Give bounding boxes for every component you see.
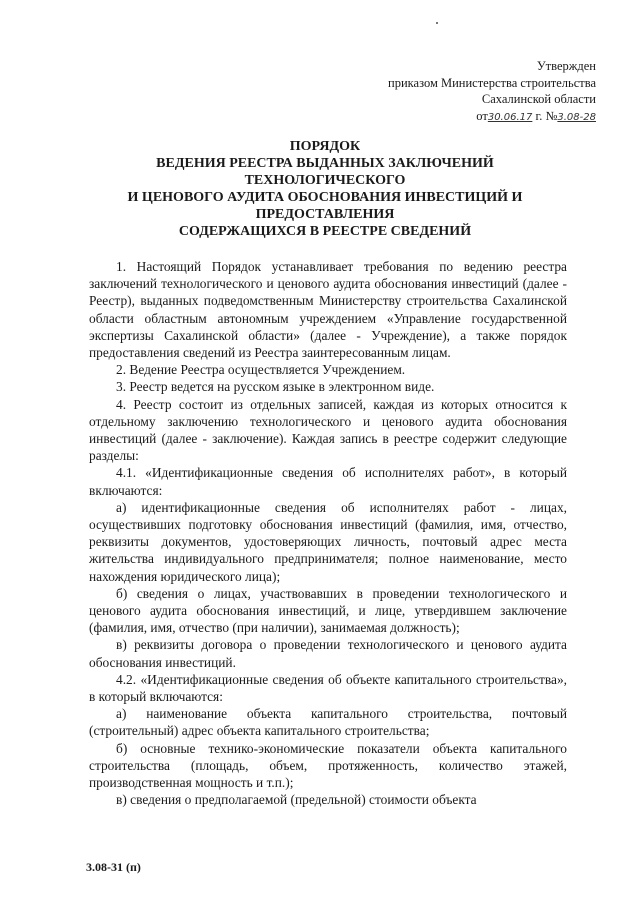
approval-from: от xyxy=(476,108,488,123)
paragraph-2: 2. Ведение Реестра осуществляется Учреждением. xyxy=(116,362,406,378)
paragraph-4-1-b: б) сведения о лицах, участвовавших в проведении технологического и ценового аудита обоснования инвестиций, и лице, утвердившем заключение (фамилия, имя, отчество (при наличии), занимаемая должность); xyxy=(89,585,567,636)
paragraph-4-1: 4.1. «Идентификационные сведения об исполнителях работ», в который включаются: xyxy=(89,465,567,498)
title-line-2: ВЕДЕНИЯ РЕЕСТРА ВЫДАННЫХ ЗАКЛЮЧЕНИЙ xyxy=(156,156,494,171)
document-title xyxy=(80,138,570,240)
paragraph-4: 4. Реестр состоит из отдельных записей, каждая из которых относится к отдельному заключению технологического и ценового аудита обоснования инвестиций (далее - заключение). Каждая запись в реестре содержит следующие разделы: xyxy=(89,396,567,464)
paragraph-4-2-a: а) наименование объекта капитального строительства, почтовый (строительный) адрес объекта капитального строительства; xyxy=(89,706,567,739)
approval-stamp-block xyxy=(388,58,596,126)
approval-line-1: Утвержден xyxy=(536,59,596,73)
paragraph-4-1-v: в) реквизиты договора о проведении технологического и ценового аудита обоснования инвестиций. xyxy=(89,637,567,670)
title-line-3: ТЕХНОЛОГИЧЕСКОГО xyxy=(244,173,406,188)
paragraph-4-2-v: в) сведения о предполагаемой (предельной) стоимости объекта xyxy=(116,792,477,808)
approval-date: 30.06.17 xyxy=(487,111,533,123)
approval-line-2: приказом Министерства строительства xyxy=(388,75,596,90)
title-line-1: ПОРЯДОК xyxy=(289,139,361,154)
title-line-4: И ЦЕНОВОГО АУДИТА ОБОСНОВАНИЯ ИНВЕСТИЦИЙ И xyxy=(127,190,523,205)
paragraph-4-2-b: б) основные технико-экономические показатели объекта капитального строительства (площадь, объем, протяженность, количество этажей, производственная мощность и т.п.); xyxy=(89,740,567,791)
paragraph-4-1-a: а) идентификационные сведения об исполнителях работ - лицах, осуществивших подготовку обоснования инвестиций (фамилия, имя, отчество, реквизиты документов, удостоверяющих личность, почтовый адрес места жительства индивидуального предпринимателя; полное наименование, место нахождения юридического лица); xyxy=(89,499,567,584)
paragraph-4-2: 4.2. «Идентификационные сведения об объекте капитального строительства», в который включаются: xyxy=(89,671,567,705)
paragraph-3: 3. Реестр ведется на русском языке в электронном виде. xyxy=(116,379,435,395)
approval-line-3: Сахалинской области xyxy=(481,92,596,106)
approval-number: 3.08-28 xyxy=(557,111,596,123)
document-body xyxy=(89,258,567,809)
paragraph-1: 1. Настоящий Порядок устанавливает требования по ведению реестра заключений технологического и ценового аудита обоснования инвестиций (далее - Реестр), выданных подведомственным Министерству строительства Сахалинской области областным автономным учреждением «Управление государственной экспертизы Сахалинской области» (далее - Учреждение), а также порядок предоставления сведений из Реестра заинтересованным лицам. xyxy=(89,259,567,361)
title-line-5: ПРЕДОСТАВЛЕНИЯ xyxy=(255,207,395,222)
title-line-6: СОДЕРЖАЩИХСЯ В РЕЕСТРЕ СВЕДЕНИЙ xyxy=(178,224,472,239)
approval-date-line xyxy=(388,108,596,127)
document-code: 3.08-31 (п) xyxy=(86,860,141,874)
approval-number-label: г. № xyxy=(535,108,558,123)
scan-speck xyxy=(436,22,438,24)
